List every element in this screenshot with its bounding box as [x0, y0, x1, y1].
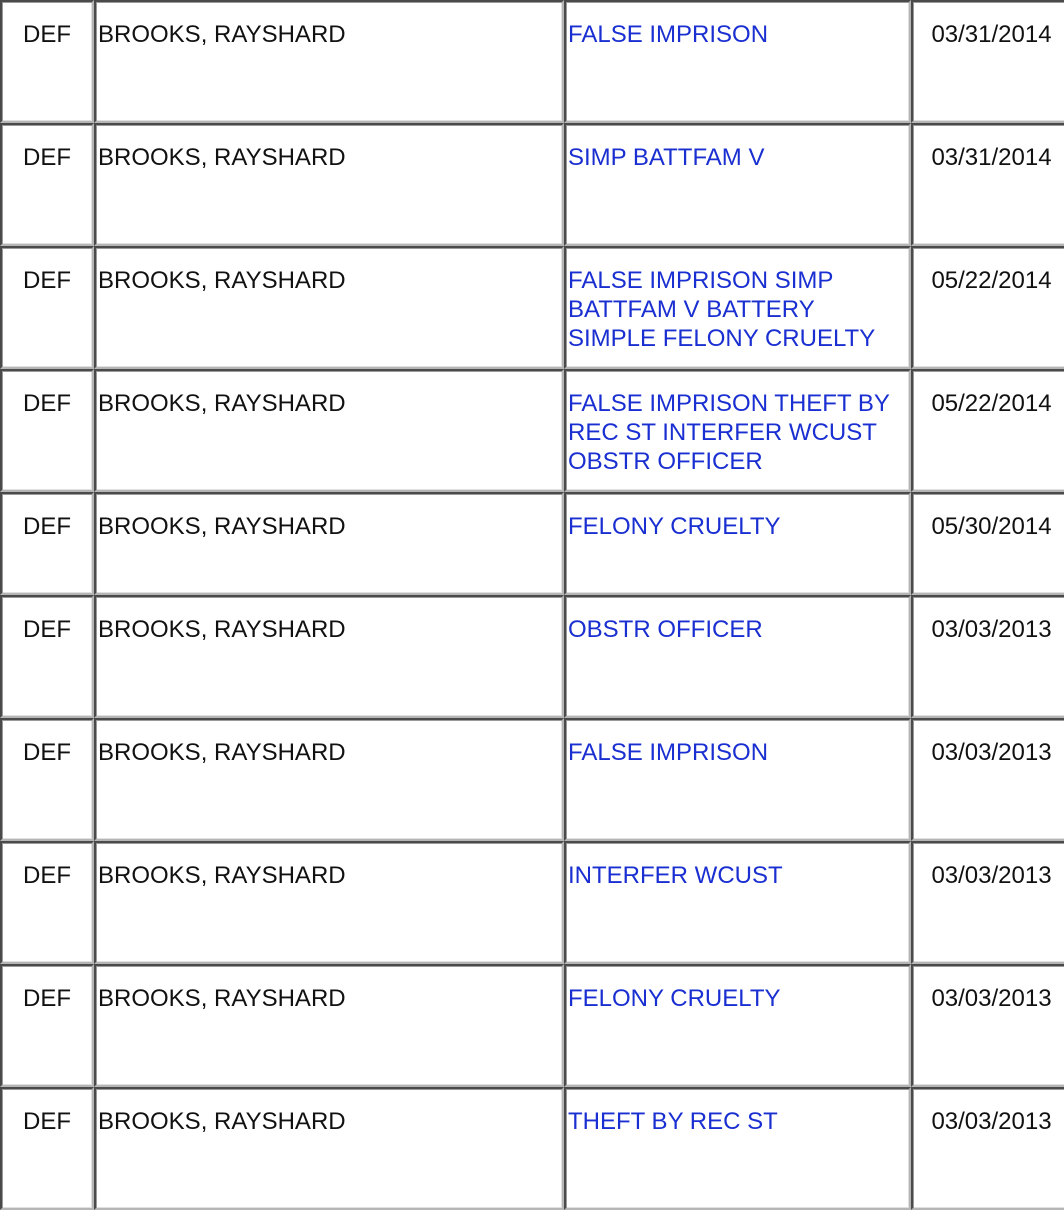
table-row — [0, 123, 1064, 246]
filing-date-cell: 03/03/2013 — [911, 1087, 1064, 1210]
charge-cell — [564, 246, 911, 369]
charge-link[interactable]: OBSTR OFFICER — [568, 616, 763, 643]
party-name-cell: BROOKS, RAYSHARD — [94, 718, 564, 841]
party-role-cell: DEF — [0, 369, 94, 492]
table-row — [0, 246, 1064, 369]
party-role-cell: DEF — [0, 492, 94, 595]
charge-cell — [564, 492, 911, 595]
charge-link[interactable]: INTERFER WCUST — [568, 862, 783, 889]
table-row — [0, 369, 1064, 492]
party-role-cell: DEF — [0, 964, 94, 1087]
charge-link[interactable]: FALSE IMPRISON — [568, 21, 769, 48]
filing-date-cell: 05/30/2014 — [911, 492, 1064, 595]
party-name-cell: BROOKS, RAYSHARD — [94, 964, 564, 1087]
table-row — [0, 1087, 1064, 1210]
charge-cell — [564, 595, 911, 718]
table-row — [0, 0, 1064, 123]
charge-cell — [564, 718, 911, 841]
party-name-cell: BROOKS, RAYSHARD — [94, 123, 564, 246]
charge-link[interactable]: FALSE IMPRISON SIMP BATTFAM V BATTERY SIMPLE FELONY CRUELTY — [568, 267, 876, 352]
table-row — [0, 595, 1064, 718]
charge-link[interactable]: FALSE IMPRISON — [568, 739, 769, 766]
filing-date-cell: 05/22/2014 — [911, 246, 1064, 369]
filing-date-cell: 03/03/2013 — [911, 841, 1064, 964]
party-role-cell: DEF — [0, 1087, 94, 1210]
party-role-cell: DEF — [0, 0, 94, 123]
filing-date-cell: 05/22/2014 — [911, 369, 1064, 492]
table-row — [0, 841, 1064, 964]
charge-cell — [564, 1087, 911, 1210]
party-role-cell: DEF — [0, 123, 94, 246]
party-role-cell: DEF — [0, 595, 94, 718]
party-name-cell: BROOKS, RAYSHARD — [94, 369, 564, 492]
charge-cell — [564, 123, 911, 246]
party-name-cell: BROOKS, RAYSHARD — [94, 1087, 564, 1210]
party-role-cell: DEF — [0, 246, 94, 369]
charge-cell — [564, 841, 911, 964]
filing-date-cell: 03/03/2013 — [911, 718, 1064, 841]
party-role-cell: DEF — [0, 841, 94, 964]
party-name-cell: BROOKS, RAYSHARD — [94, 595, 564, 718]
table-row — [0, 964, 1064, 1087]
charge-cell — [564, 0, 911, 123]
charge-link[interactable]: THEFT BY REC ST — [568, 1108, 778, 1135]
filing-date-cell: 03/31/2014 — [911, 0, 1064, 123]
filing-date-cell: 03/31/2014 — [911, 123, 1064, 246]
table-row — [0, 492, 1064, 595]
charge-link[interactable]: FELONY CRUELTY — [568, 513, 781, 540]
party-role-cell: DEF — [0, 718, 94, 841]
party-name-cell: BROOKS, RAYSHARD — [94, 841, 564, 964]
charge-link[interactable]: FALSE IMPRISON THEFT BY REC ST INTERFER WCUST OBSTR OFFICER — [568, 390, 890, 475]
table-row — [0, 718, 1064, 841]
charge-cell — [564, 369, 911, 492]
filing-date-cell: 03/03/2013 — [911, 595, 1064, 718]
party-name-cell: BROOKS, RAYSHARD — [94, 246, 564, 369]
charge-cell — [564, 964, 911, 1087]
charge-link[interactable]: FELONY CRUELTY — [568, 985, 781, 1012]
party-name-cell: BROOKS, RAYSHARD — [94, 0, 564, 123]
charge-link[interactable]: SIMP BATTFAM V — [568, 144, 765, 171]
filing-date-cell: 03/03/2013 — [911, 964, 1064, 1087]
party-name-cell: BROOKS, RAYSHARD — [94, 492, 564, 595]
